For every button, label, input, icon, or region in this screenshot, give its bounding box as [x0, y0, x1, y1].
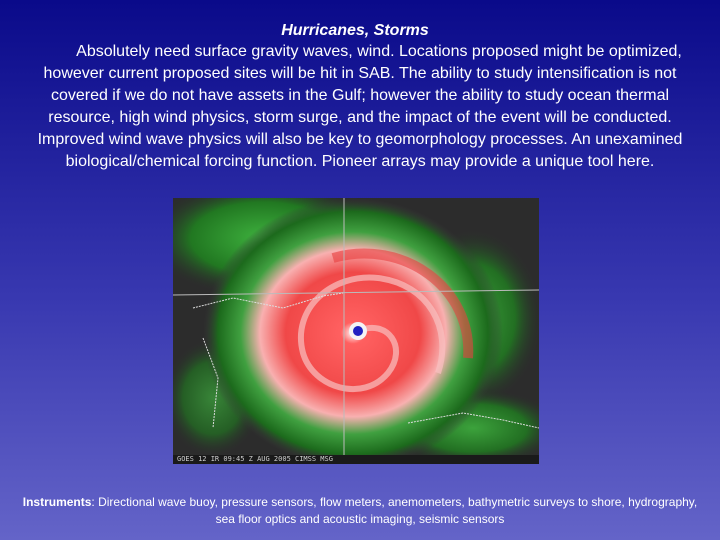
- instruments-text: [20, 494, 700, 528]
- slide-body: [28, 41, 692, 173]
- slide-body-text: Absolutely need surface gravity waves, wind. Locations proposed might be optimized, however current proposed sites will be hit in SAB. The ability to study intensification is not covered if we do not have assets in the Gulf; however the ability to study ocean thermal resource, high wind physics, storm surge, and the impact of the event will be conducted. Improved wind wave physics will also be key to geomorphology processes. An unexamined biological/chemical forcing function. Pioneer arrays may provide a unique tool here.: [37, 43, 683, 170]
- hurricane-eye: [353, 326, 363, 336]
- slide-title: Hurricanes, Storms: [281, 22, 429, 39]
- satellite-caption: GOES 12 IR 09:45 Z AUG 2005 CIMSS MSG: [173, 455, 539, 464]
- satellite-image-svg: [173, 198, 539, 464]
- instruments-label: Instruments: [22, 495, 92, 509]
- instruments-separator: :: [91, 495, 95, 509]
- hurricane-satellite-image: [173, 198, 539, 464]
- instruments-list: Directional wave buoy, pressure sensors, flow meters, anemometers, bathymetric surveys to shore, hydrography, sea floor optics and acoustic imaging, seismic sensors: [94, 495, 698, 526]
